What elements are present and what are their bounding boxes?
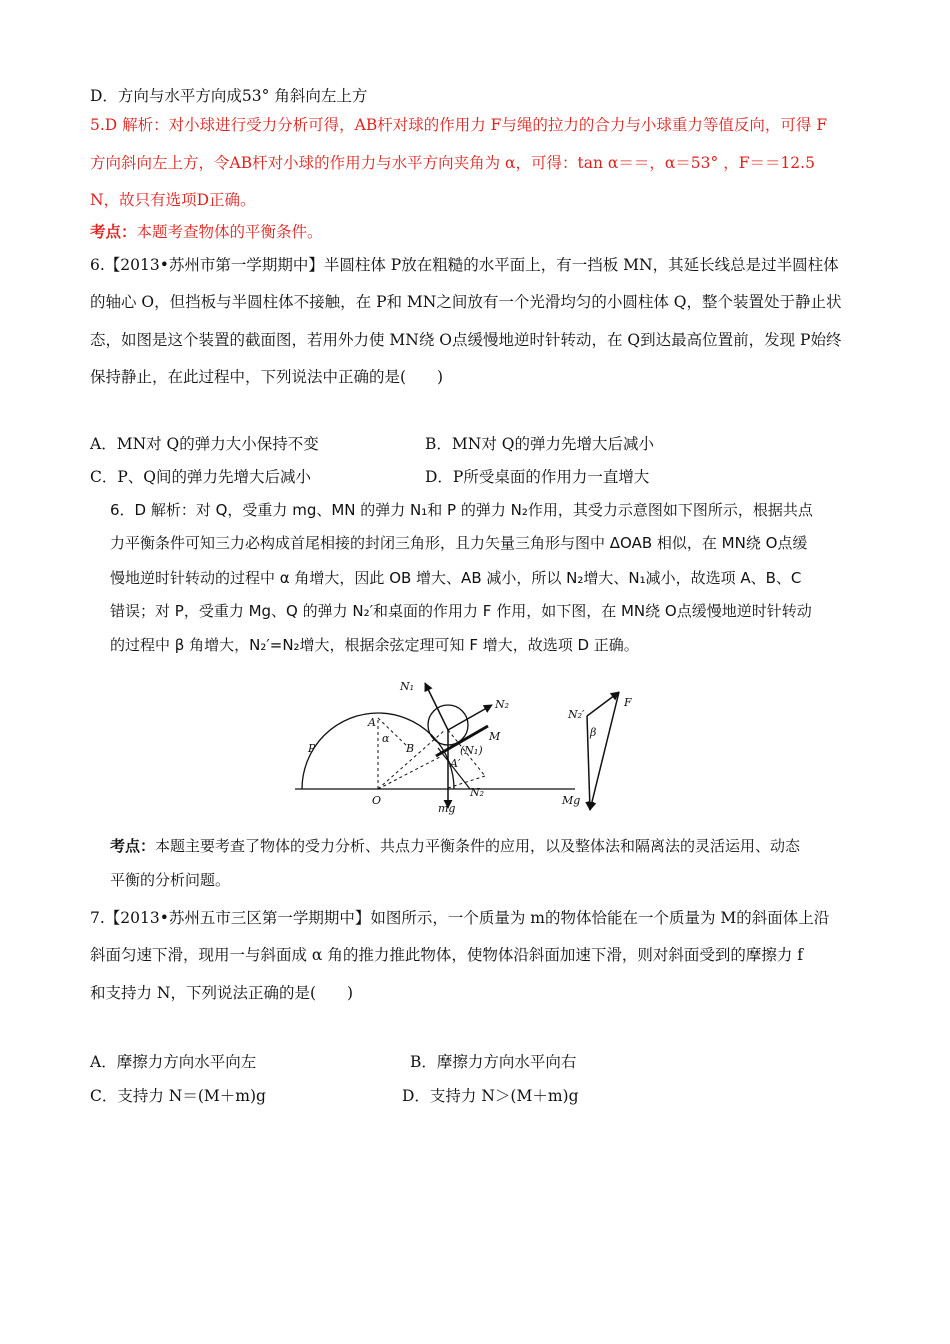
q6-force-diagram (280, 668, 680, 818)
label-m: M (489, 730, 501, 743)
q6-option-d: D．P所受桌面的作用力一直增大 (425, 468, 650, 486)
q6-key-point-line-2: 平衡的分析问题。 (110, 871, 231, 889)
q7-stem-line-3: 和支持力 N，下列说法正确的是( ) (90, 984, 354, 1002)
label-mg-big: Mg (562, 794, 581, 807)
q6-analysis-line-1: 6．D 解析：对 Q，受重力 mg、MN 的弹力 N₁和 P 的弹力 N₂作用，其受力示意图如下图所示，根据共点 (110, 501, 813, 519)
q6-option-c: C．P、Q间的弹力先增大后减小 (90, 468, 311, 486)
q6-key-point-label: 考点： (110, 837, 156, 855)
q6-stem-line-1: 6.【2013•苏州市第一学期期中】半圆柱体 P放在粗糙的水平面上，有一挡板 MN，其延长线总是过半圆柱体 (90, 256, 839, 274)
q7-option-b: B．摩擦力方向水平向右 (410, 1053, 577, 1071)
q6-stem-line-2: 的轴心 O，但挡板与半圆柱体不接触，在 P和 MN之间放有一个光滑均匀的小圆柱体 Q，整个装置处于静止状 (90, 293, 842, 311)
q6-stem-line-4: 保持静止，在此过程中，下列说法中正确的是( ) (90, 368, 444, 386)
label-n1-paren: (N₁) (460, 744, 483, 757)
label-n2-top: N₂ (495, 698, 510, 711)
label-n2-prime: N₂′ (568, 708, 585, 721)
label-a: A (368, 716, 376, 729)
label-beta: β (590, 726, 597, 739)
q6-analysis-line-3: 慢地逆时针转动的过程中 α 角增大，因此 OB 增大、AB 减小，所以 N₂增大、N₁减小，故选项 A、B、C (110, 569, 802, 587)
q7-option-d: D．支持力 N＞(M＋m)g (402, 1087, 579, 1105)
label-n1: N₁ (400, 680, 415, 693)
q6-key-point-text-1: 本题主要考查了物体的受力分析、共点力平衡条件的应用，以及整体法和隔离法的灵活运用、动态 (155, 837, 801, 855)
q5-option-d: D．方向与水平方向成53° 角斜向左上方 (90, 87, 368, 105)
q6-option-a: A．MN对 Q的弹力大小保持不变 (90, 435, 319, 453)
label-a-prime: A′ (450, 757, 461, 770)
label-n2-bottom: N₂ (470, 786, 485, 799)
q6-option-b: B．MN对 Q的弹力先增大后减小 (425, 435, 654, 453)
label-f: F (624, 696, 632, 709)
q6-analysis-line-5: 的过程中 β 角增大，N₂′=N₂增大，根据余弦定理可知 F 增大，故选项 D 正确。 (110, 636, 639, 654)
q6-analysis-line-2: 力平衡条件可知三力必构成首尾相接的封闭三角形，且力矢量三角形与图中 ΔOAB 相似，在 MN绕 O点缓 (110, 534, 808, 552)
label-alpha: α (382, 732, 390, 745)
q5-key-point-label: 考点： (90, 222, 137, 241)
q6-key-point-line-1 (110, 836, 800, 856)
q7-stem-line-2: 斜面匀速下滑，现用一与斜面成 α 角的推力推此物体，使物体沿斜面加速下滑，则对斜面受到的摩擦力 f (90, 946, 803, 964)
label-b: B (406, 742, 415, 755)
label-o: O (372, 794, 382, 807)
label-p: P (308, 742, 316, 755)
q6-stem-line-3: 态，如图是这个装置的截面图，若用外力使 MN绕 O点缓慢地逆时针转动，在 Q到达最高位置前，发现 P始终 (90, 331, 842, 349)
q7-option-c: C．支持力 N＝(M＋m)g (90, 1087, 266, 1105)
label-mg: mg (438, 802, 456, 815)
q5-analysis-line-2: 方向斜向左上方，令AB杆对小球的作用力与水平方向夹角为 α，可得：tan α＝＝，α＝53° ，F＝＝12.5 (90, 154, 815, 172)
q5-analysis-line-3: N，故只有选项D正确。 (90, 191, 256, 209)
q7-stem-line-1: 7.【2013•苏州五市三区第一学期期中】如图所示，一个质量为 m的物体恰能在一个质量为 M的斜面体上沿 (90, 909, 830, 927)
q7-option-a: A．摩擦力方向水平向左 (90, 1053, 257, 1071)
q6-analysis-line-4: 错误；对 P，受重力 Mg、Q 的弹力 N₂′和桌面的作用力 F 作用，如下图，在 MN绕 O点缓慢地逆时针转动 (110, 602, 812, 620)
q5-key-point-text: 本题考查物体的平衡条件。 (136, 223, 323, 241)
q5-analysis-line-1: 5.D 解析：对小球进行受力分析可得，AB杆对球的作用力 F与绳的拉力的合力与小球重力等值反向，可得 F (90, 116, 828, 134)
q5-key-point (90, 222, 323, 242)
